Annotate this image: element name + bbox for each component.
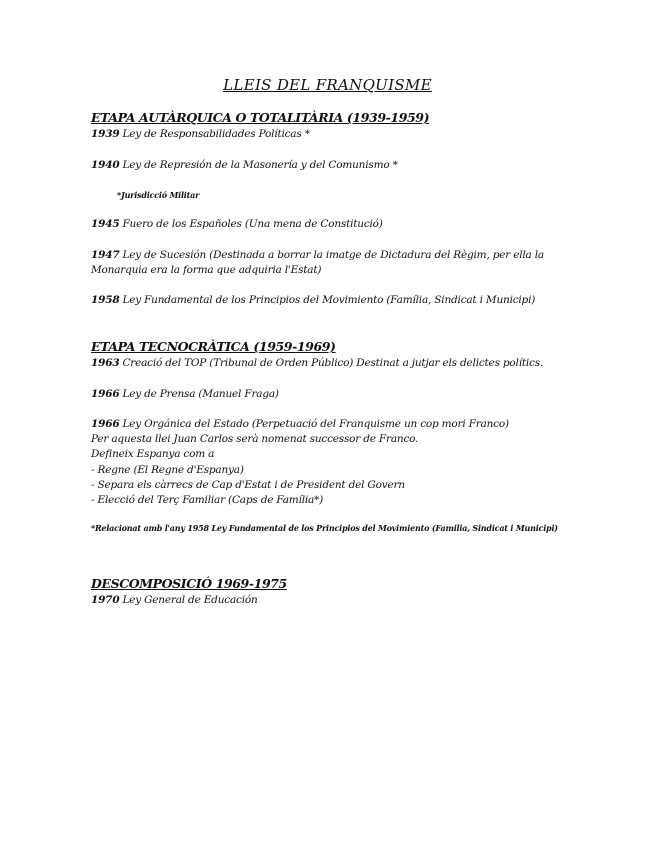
- law-text: Ley Orgánica del Estado (Perpetuació del Franquisme un cop mori Franco): [122, 418, 509, 430]
- law-year: 1939: [91, 128, 120, 140]
- law-text: Ley de Prensa (Manuel Fraga): [122, 388, 279, 400]
- section-heading-tecnocratica: ETAPA TECNOCRÀTICA (1959-1969): [91, 339, 336, 354]
- section-heading-descomposicio: DESCOMPOSICIÓ 1969-1975: [91, 576, 287, 591]
- law-entry: [91, 357, 543, 369]
- page-title: LLEIS DEL FRANQUISME: [223, 76, 432, 94]
- law-text: Ley de Sucesión (Destinada a borrar la imatge de Dictadura del Règim, per ella la Monarquia era la forma que adquiria l'Estat): [91, 249, 544, 276]
- law-year: 1947: [91, 249, 120, 261]
- law-entry: [91, 594, 258, 606]
- law-year: 1966: [91, 388, 120, 400]
- law-text: Creació del TOP (Tribunal de Orden Público) Destinat a jutjar els delictes polítics.: [122, 357, 544, 369]
- law-year: 1958: [91, 294, 120, 306]
- law-entry: [91, 294, 535, 306]
- law-year: 1963: [91, 357, 120, 369]
- law-entry: [91, 218, 383, 230]
- section-heading-autarquica: ETAPA AUTÀRQUICA O TOTALITÀRIA (1939-1959): [91, 110, 430, 125]
- footnote: *Jurisdicció Militar: [117, 190, 200, 200]
- body-line: - Regne (El Regne d'Espanya): [91, 464, 244, 476]
- body-line: Per aquesta llei Juan Carlos serà nomenat successor de Franco.: [91, 433, 419, 445]
- footnote: *Relacionat amb l'any 1958 Ley Fundamental de los Principios del Movimiento (Familia, Sindicat i Municipi): [91, 523, 558, 533]
- law-entry: [91, 159, 398, 171]
- law-text: Ley General de Educación: [122, 594, 258, 606]
- law-text: Ley Fundamental de los Principios del Movimiento (Família, Sindicat i Municipi): [122, 294, 536, 306]
- law-text: Fuero de los Españoles (Una mena de Constitució): [122, 218, 383, 230]
- law-year: 1970: [91, 594, 120, 606]
- body-line: - Separa els càrrecs de Cap d'Estat i de President del Govern: [91, 479, 405, 491]
- body-line: - Elecció del Terç Familiar (Caps de Família*): [91, 494, 324, 506]
- law-entry: [91, 388, 279, 400]
- law-year: 1940: [91, 159, 120, 171]
- law-text: Ley de Responsabilidades Políticas *: [122, 128, 310, 140]
- law-entry: [91, 128, 310, 140]
- law-entry: [91, 248, 561, 278]
- law-year: 1945: [91, 218, 120, 230]
- law-text: Ley de Represión de la Masonería y del Comunismo *: [122, 159, 398, 171]
- law-year: 1966: [91, 418, 120, 430]
- body-line: Defineix Espanya com a: [91, 448, 215, 460]
- law-entry: [91, 418, 509, 430]
